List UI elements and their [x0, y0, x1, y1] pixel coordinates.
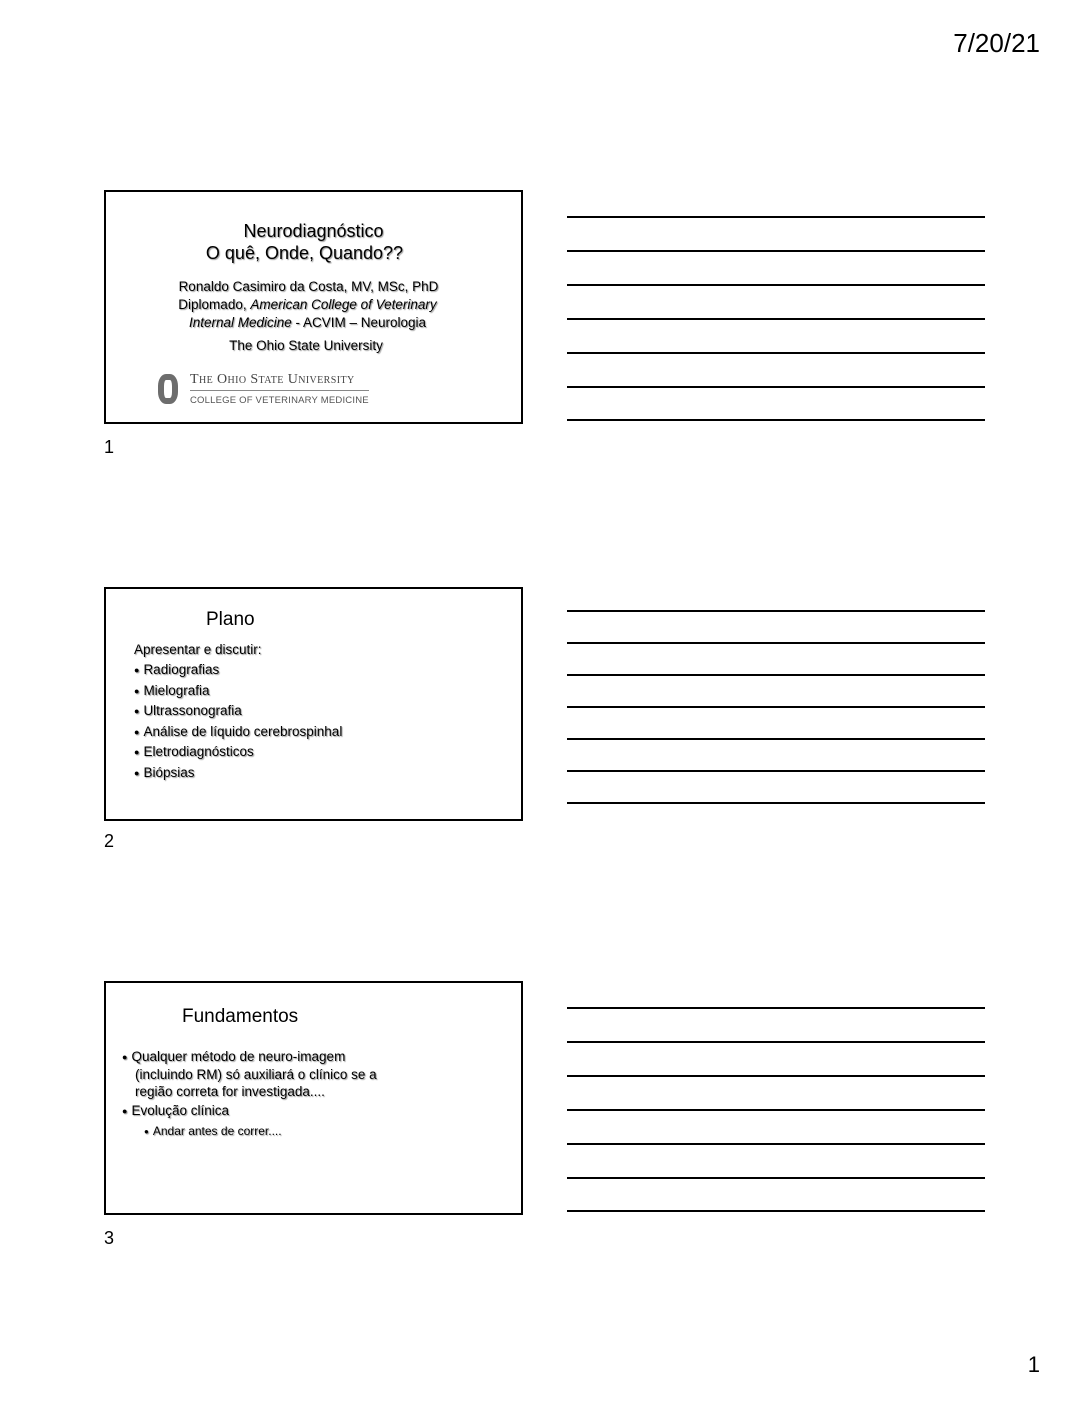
slide-1-credential-line-2 [94, 314, 521, 332]
list-item-continuation: (incluindo RM) só auxiliará o clínico se a [135, 1067, 377, 1082]
bullet-icon: ● [134, 726, 140, 737]
page-number: 1 [1027, 1352, 1040, 1377]
slide-2-number: 2 [104, 831, 115, 851]
list-item-text: Radiografias [143, 662, 220, 677]
note-line [567, 674, 985, 676]
bullet-icon: ● [122, 1106, 128, 1116]
list-item-text: Qualquer método de neuro-imagem [131, 1049, 346, 1064]
sub-list-item-text: Andar antes de correr.... [152, 1124, 282, 1138]
list-item [134, 722, 342, 743]
note-line [567, 352, 985, 354]
print-date: 7/20/21 [953, 28, 1040, 58]
logo-college-name: COLLEGE OF VETERINARY MEDICINE [190, 395, 369, 406]
note-line [567, 1210, 985, 1212]
list-item [134, 763, 342, 784]
slide-2-bullet-list [134, 660, 342, 783]
credential-college: American College of Veterinary [250, 297, 437, 312]
sub-list-item [122, 1123, 377, 1140]
note-line [567, 1109, 985, 1111]
list-item [134, 701, 342, 722]
slide-1-credential-line-1 [94, 296, 521, 314]
list-item [134, 660, 342, 681]
slide-2 [104, 587, 523, 821]
credential-suffix: - ACVIM – Neurologia [291, 315, 427, 330]
slide-2-intro: Apresentar e discutir: [134, 642, 262, 657]
slide-3 [104, 981, 523, 1215]
list-item-text: Biópsias [143, 764, 195, 780]
bullet-icon: ● [134, 685, 140, 696]
note-line [567, 738, 985, 740]
osu-logo [158, 372, 369, 406]
note-line [567, 1143, 985, 1145]
bullet-icon: ● [122, 1052, 128, 1062]
slide-1-title-line-1: Neurodiagnóstico [243, 221, 384, 241]
note-line [567, 1007, 985, 1009]
list-item [134, 681, 342, 702]
bullet-icon: ● [134, 747, 140, 757]
note-line [567, 1041, 985, 1043]
list-item [122, 1048, 377, 1066]
bullet-icon: ● [134, 665, 140, 675]
slide-1-institution: The Ohio State University [229, 338, 383, 353]
slide-3-bullet-list [122, 1048, 377, 1140]
note-line [567, 770, 985, 772]
note-line [567, 386, 985, 388]
slide-3-number: 3 [104, 1228, 115, 1248]
note-line [567, 610, 985, 612]
bullet-icon: ● [144, 1127, 149, 1136]
block-o-icon [158, 374, 178, 404]
note-line [567, 250, 985, 252]
list-item-text: Eletrodiagnósticos [143, 744, 254, 759]
note-line [567, 642, 985, 644]
note-line [567, 419, 985, 421]
list-item [134, 742, 342, 763]
note-line [567, 802, 985, 804]
note-line [567, 216, 985, 218]
bullet-icon: ● [134, 706, 140, 716]
note-line [567, 1177, 985, 1179]
note-line [567, 284, 985, 286]
list-item-text: Ultrassonografia [143, 703, 242, 718]
slide-1-title-line-2: O quê, Onde, Quando?? [205, 243, 404, 263]
note-line [567, 318, 985, 320]
logo-university-name: The Ohio State University [190, 372, 369, 391]
bullet-icon: ● [134, 767, 140, 778]
list-item-continuation: região correta for investigada.... [135, 1084, 325, 1099]
credential-specialty: Internal Medicine [188, 315, 292, 330]
slide-1-author: Ronaldo Casimiro da Costa, MV, MSc, PhD [178, 279, 439, 294]
note-line [567, 1075, 985, 1077]
list-item-text: Análise de líquido cerebrospinhal [143, 723, 343, 739]
list-item [122, 1102, 377, 1120]
list-item-text: Evolução clínica [131, 1103, 229, 1118]
list-item-text: Mielografia [143, 682, 210, 698]
slide-3-heading: Fundamentos [182, 1006, 299, 1027]
credential-prefix: Diplomado, [178, 297, 251, 312]
slide-1-number: 1 [104, 437, 115, 457]
slide-1 [104, 190, 523, 424]
slide-2-heading: Plano [206, 609, 255, 630]
note-line [567, 706, 985, 708]
